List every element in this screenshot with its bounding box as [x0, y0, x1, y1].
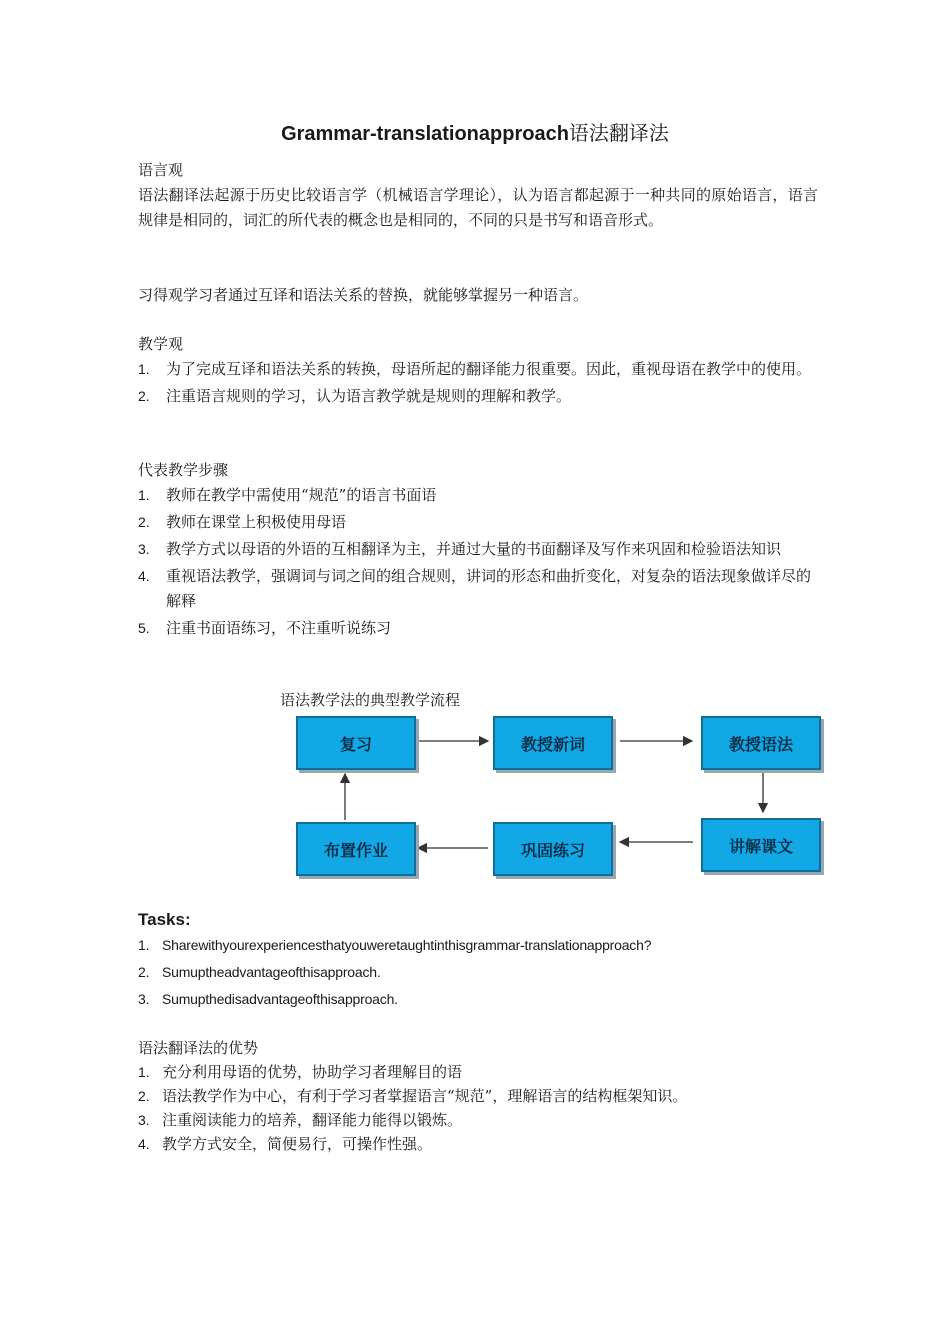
list-text: 教师在课堂上积极使用母语	[166, 513, 347, 531]
list-text: Sumuptheadvantageofthisapproach.	[162, 964, 381, 980]
list-number: 1.	[138, 487, 150, 503]
list-number: 4.	[138, 568, 150, 584]
section-tasks	[138, 907, 818, 1014]
flowchart-caption: 语法教学法的典型教学流程	[280, 691, 461, 709]
list-number: 1.	[138, 1064, 150, 1080]
section-teaching-view	[138, 332, 818, 411]
list-number: 5.	[138, 620, 150, 636]
list-text: 教师在教学中需使用“规范”的语言书面语	[166, 486, 437, 504]
list-text: 注重书面语练习，不注重听说练习	[166, 619, 392, 637]
tasks-list	[138, 933, 818, 1012]
list-text: 教学方式以母语的外语的互相翻译为主，并通过大量的书面翻译及写作来巩固和检验语法知识	[166, 540, 782, 558]
list-item	[138, 384, 818, 409]
section-language-view	[138, 158, 818, 233]
list-text: Sharewithyourexperiencesthatyouweretaughtinthisgrammar-translationapproach?	[162, 937, 652, 953]
list-text: 重视语法教学，强调词与词之间的组合规则，讲词的形态和曲折变化，对复杂的语法现象做详尽的解释	[166, 567, 812, 610]
flowchart	[290, 712, 825, 882]
list-number: 3.	[138, 991, 150, 1007]
list-text: 充分利用母语的优势，协助学习者理解目的语	[162, 1063, 463, 1081]
flow-box-homework: 布置作业	[296, 822, 416, 876]
list-number: 4.	[138, 1136, 150, 1152]
title-chinese: 语法翻译法	[568, 121, 669, 145]
list-number: 2.	[138, 514, 150, 530]
list-number: 1.	[138, 937, 150, 953]
list-item	[138, 483, 818, 508]
list-number: 2.	[138, 1088, 150, 1104]
list-number: 1.	[138, 361, 150, 377]
list-text: 语法教学作为中心，有利于学习者掌握语言“规范”，理解语言的结构框架知识。	[162, 1087, 688, 1105]
list-item	[138, 960, 818, 985]
list-item	[138, 616, 818, 641]
list-number: 2.	[138, 388, 150, 404]
list-item	[138, 1133, 818, 1156]
list-number: 3.	[138, 1112, 150, 1128]
flow-box-grammar: 教授语法	[701, 716, 821, 770]
list-item	[138, 564, 818, 614]
numbered-list	[138, 1061, 818, 1156]
list-item	[138, 537, 818, 562]
numbered-list	[138, 357, 818, 409]
list-item	[138, 1061, 818, 1084]
flow-box-text: 讲解课文	[701, 818, 821, 872]
list-item	[138, 510, 818, 535]
page-title	[0, 118, 950, 149]
list-item	[138, 1085, 818, 1108]
list-item	[138, 357, 818, 382]
list-text: Sumupthedisadvantageofthisapproach.	[162, 991, 398, 1007]
list-text: 教学方式安全，简便易行，可操作性强。	[162, 1135, 433, 1153]
flow-box-practice: 巩固练习	[493, 822, 613, 876]
list-text: 为了完成互译和语法关系的转换，母语所起的翻译能力很重要。因此，重视母语在教学中的使用。	[166, 360, 812, 378]
list-text: 注重阅读能力的培养，翻译能力能得以锻炼。	[162, 1111, 463, 1129]
list-item	[138, 1109, 818, 1132]
section-heading: 教学观	[138, 335, 184, 353]
tasks-heading: Tasks:	[138, 910, 191, 929]
list-text: 注重语言规则的学习，认为语言教学就是规则的理解和教学。	[166, 387, 572, 405]
list-item	[138, 933, 818, 958]
list-number: 2.	[138, 964, 150, 980]
section-advantages	[138, 1036, 818, 1157]
title-english: Grammar-translationapproach	[281, 123, 569, 145]
section-acquisition-view	[138, 283, 818, 308]
list-number: 3.	[138, 541, 150, 557]
paragraph: 语法翻译法起源于历史比较语言学（机械语言学理论），认为语言都起源于一种共同的原始语言，语言规律是相同的，词汇的所代表的概念也是相同的，不同的只是书写和语音形式。	[138, 186, 818, 229]
section-teaching-steps	[138, 458, 818, 643]
flow-box-review: 复习	[296, 716, 416, 770]
list-item	[138, 987, 818, 1012]
paragraph: 习得观学习者通过互译和语法关系的替换，就能够掌握另一种语言。	[138, 286, 589, 304]
section-heading: 语法翻译法的优势	[138, 1039, 259, 1057]
section-heading: 代表教学步骤	[138, 461, 229, 479]
numbered-list	[138, 483, 818, 641]
section-heading: 语言观	[138, 161, 184, 179]
flow-box-new-words: 教授新词	[493, 716, 613, 770]
